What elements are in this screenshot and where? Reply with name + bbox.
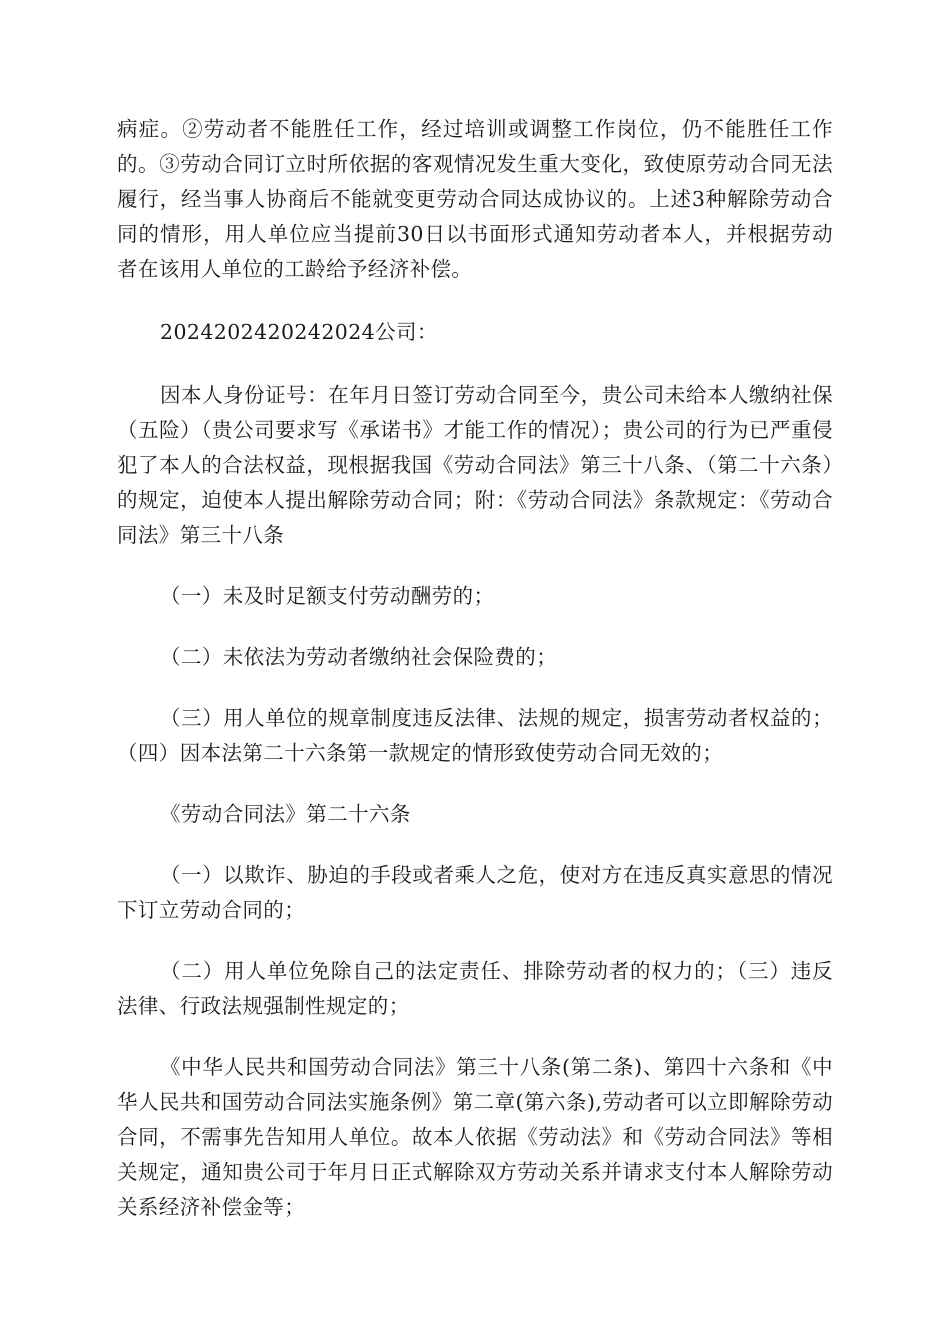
paragraph-clause-3-4: （三）用人单位的规章制度违反法律、法规的规定，损害劳动者权益的；（四）因本法第二十六条第一款规定的情形致使劳动合同无效的； [117, 706, 833, 765]
paragraph-article-26-clause-1: （一）以欺诈、胁迫的手段或者乘人之危，使对方在违反真实意思的情况下订立劳动合同的； [117, 863, 833, 922]
paragraph-legal-basis: 《中华人民共和国劳动合同法》第三十八条(第二条)、第四十六条和《中华人民共和国劳动合同法实施条例》第二章(第六条),劳动者可以立即解除劳动合同，不需事先告知用人单位。故本人依据《劳动法》和《劳动合同法》等相关规定，通知贵公司于年月日正式解除双方劳动关系并请求支付本人解除劳动关系经济补偿金等； [117, 1055, 833, 1219]
paragraph-termination-conditions: 病症。②劳动者不能胜任工作，经过培训或调整工作岗位，仍不能胜任工作的。③劳动合同订立时所依据的客观情况发生重大变化，致使原劳动合同无法履行，经当事人协商后不能就变更劳动合同达成协议的。上述3种解除劳动合同的情形，用人单位应当提前30日以书面形式通知劳动者本人，并根据劳动者在该用人单位的工龄给予经济补偿。 [117, 117, 833, 281]
paragraph-addressee: 2024202420242024公司： [160, 320, 438, 344]
paragraph-clause-2: （二）未依法为劳动者缴纳社会保险费的； [160, 645, 558, 669]
paragraph-clause-1: （一）未及时足额支付劳动酬劳的； [160, 584, 495, 608]
paragraph-article-26-heading: 《劳动合同法》第二十六条 [160, 802, 411, 826]
paragraph-notice-body: 因本人身份证号：在年月日签订劳动合同至今，贵公司未给本人缴纳社保（五险）（贵公司要求写《承诺书》才能工作的情况）；贵公司的行为已严重侵犯了本人的合法权益，现根据我国《劳动合同法》第三十八条、（第二十六条）的规定，迫使本人提出解除劳动合同；附：《劳动合同法》条款规定：《劳动合同法》第三十八条 [117, 383, 833, 547]
document-body [117, 112, 833, 1225]
paragraph-article-26-clause-2-3: （二）用人单位免除自己的法定责任、排除劳动者的权力的；（三）违反法律、行政法规强制性规定的； [117, 959, 833, 1018]
